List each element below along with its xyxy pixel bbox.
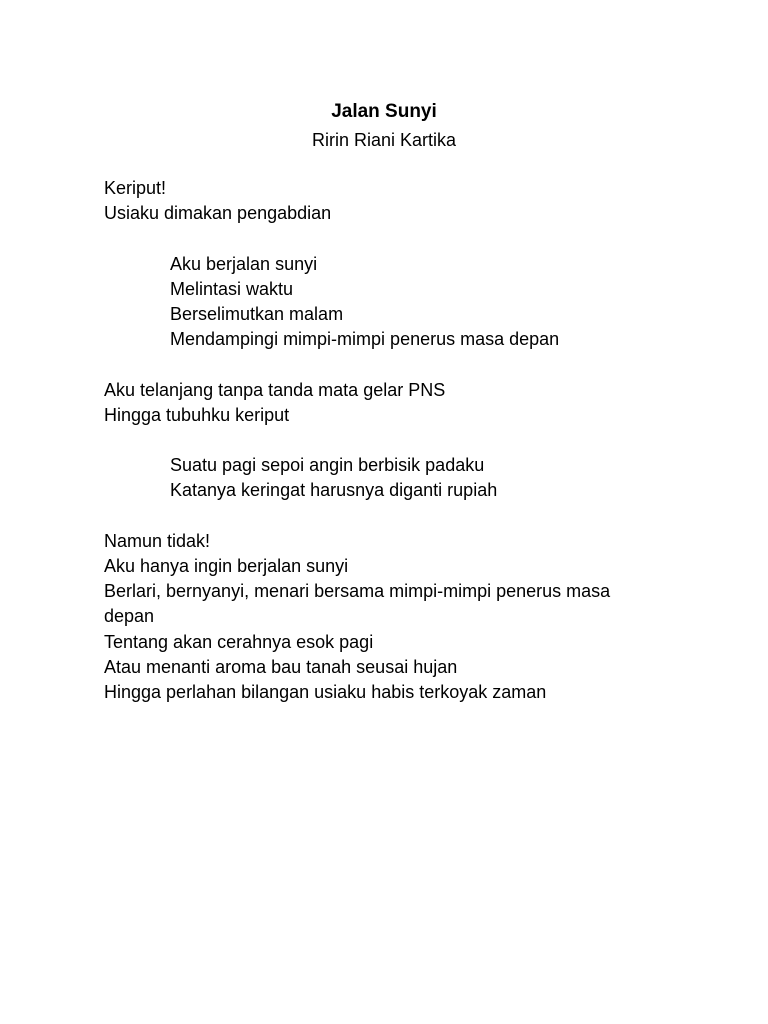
poem-line: Usiaku dimakan pengabdian <box>104 203 332 224</box>
poem-line: Aku telanjang tanpa tanda mata gelar PNS <box>104 379 446 400</box>
poem-line: Suatu pagi sepoi angin berbisik padaku <box>170 455 485 476</box>
poem-line: Aku hanya ingin berjalan sunyi <box>104 555 349 576</box>
poem-line: Berlari, bernyanyi, menari bersama mimpi-mimpi penerus masa <box>104 581 611 602</box>
poem-line: Namun tidak! <box>104 530 211 551</box>
stanza-3 <box>104 378 704 428</box>
stanza-1 <box>104 176 704 226</box>
poem-line: Keriput! <box>104 178 167 198</box>
stanza-2 <box>104 252 704 353</box>
poem-author: Ririn Riani Kartika <box>311 130 457 150</box>
poem-line: Melintasi waktu <box>170 278 294 299</box>
stanza-5 <box>104 529 704 705</box>
stanza-4 <box>104 453 704 503</box>
poem-line: Mendampingi mimpi-mimpi penerus masa depan <box>170 329 560 350</box>
poem-line: Atau menanti aroma bau tanah seusai hujan <box>104 656 458 677</box>
poem-line: depan <box>104 606 155 627</box>
poem-line: Hingga tubuhku keriput <box>104 404 290 425</box>
poem-line: Berselimutkan malam <box>170 304 344 324</box>
poem-line: Katanya keringat harusnya diganti rupiah <box>170 480 498 501</box>
poem-line: Hingga perlahan bilangan usiaku habis terkoyak zaman <box>104 682 547 702</box>
poem-line: Tentang akan cerahnya esok pagi <box>104 631 374 652</box>
poem-title: Jalan Sunyi <box>331 101 437 122</box>
poem-line: Aku berjalan sunyi <box>170 253 318 274</box>
poem-body <box>104 176 704 730</box>
